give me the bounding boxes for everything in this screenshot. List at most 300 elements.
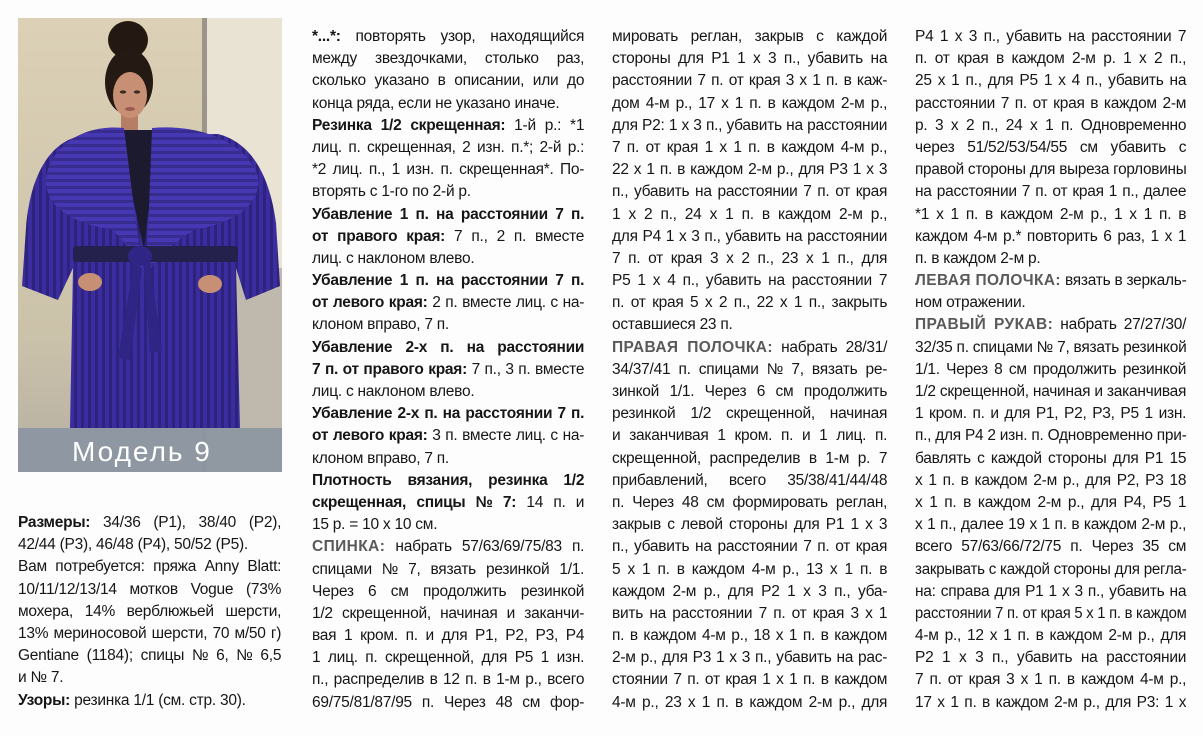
text-column-2: [312, 26, 585, 714]
body-text: вить на расстоянии 7 п. от края 3 х 1: [612, 604, 888, 622]
line-text: [312, 470, 584, 492]
body-text: Вам потребуется: пряжа Anny Blatt:: [18, 558, 282, 576]
line-text: [18, 556, 281, 578]
text-line: [312, 603, 585, 625]
text-line: [612, 292, 888, 314]
paragraph: [312, 204, 585, 271]
bold-term: от левого края:: [312, 294, 428, 312]
body-text: Р4 1 х 3 п., убавить на расстоянии 7: [915, 28, 1187, 45]
text-line: [312, 93, 585, 115]
line-text: [612, 647, 887, 669]
body-text: 10/11/12/13/14 мотков Vogue (73%: [18, 580, 282, 598]
line-text: [612, 181, 887, 203]
body-text: п. в каждом 4-м р., 18 х 1 п. в каждом: [612, 627, 888, 645]
text-line: [18, 534, 282, 556]
section-heading: ЛЕВАЯ ПОЛОЧКА:: [915, 272, 1061, 290]
paragraph: [312, 26, 585, 115]
section-heading: СПИНКА:: [312, 538, 386, 556]
paragraph: [915, 314, 1187, 713]
body-text: х 1 п., далее 19 х 1 п. в каждом 2-м р.,: [915, 516, 1187, 534]
line-text: [915, 337, 1187, 359]
eye-right: [134, 90, 140, 93]
section-heading: ПРАВАЯ ПОЛОЧКА:: [612, 338, 773, 356]
bold-term: Размеры:: [18, 514, 91, 531]
body-text: 1 х 2 п., 24 х 1 п. в каждом 2-м р.,: [612, 205, 888, 223]
line-text: [18, 667, 63, 689]
body-text: 69/75/81/87/95 п. Через 48 см фор-: [312, 693, 585, 711]
body-text: 32/35 п. спицами № 7, вязать резинкой: [915, 338, 1187, 356]
text-line: [312, 492, 585, 514]
line-text: [612, 492, 887, 514]
belt-knot: [128, 246, 152, 266]
text-line: [312, 559, 585, 581]
body-text: п. от края 5 х 2 п., 22 х 1 п., закрыть: [612, 294, 888, 312]
text-line: [612, 603, 888, 625]
line-text: [612, 93, 887, 115]
line-text: [312, 669, 584, 691]
body-text: Через 6 см продолжить резинкой: [312, 582, 585, 600]
text-line: [18, 690, 282, 712]
line-text: [18, 690, 246, 712]
text-line: [915, 137, 1187, 159]
text-line: [312, 159, 585, 181]
bold-term: Убавление 1 п. на расстоянии 7 п.: [312, 272, 585, 290]
line-text: [312, 248, 474, 270]
line-text: [312, 603, 584, 625]
paragraph: [312, 270, 585, 337]
body-text: для Р4 1 х 3 п., убавить на расстоянии: [612, 227, 888, 245]
line-text: [18, 601, 281, 623]
body-text: каждом 2-м р., для Р2 1 х 3 п., уба-: [612, 582, 888, 600]
body-text: на расстоянии 7 п. от края 1 п., далее: [915, 183, 1187, 201]
body-text: сколько указано в описании, или до: [312, 72, 585, 90]
body-text: п., убавить на расстоянии 7 п. от края: [612, 183, 888, 201]
line-text: [612, 26, 887, 48]
line-text: [312, 26, 584, 48]
text-line: [612, 359, 888, 381]
text-line: [312, 204, 585, 226]
line-text: [312, 226, 584, 248]
line-text: [312, 137, 584, 159]
text-line: [312, 26, 585, 48]
body-text: 42/44 (Р3), 46/48 (Р4), 50/52 (Р5).: [18, 536, 248, 554]
text-line: [312, 425, 585, 447]
line-text: [915, 26, 1186, 48]
text-line: [915, 514, 1187, 536]
line-text: [612, 115, 887, 137]
text-line: [915, 448, 1187, 470]
body-text: конца ряда, если не указано иначе.: [312, 94, 560, 112]
text-line: [915, 26, 1187, 48]
body-text: и № 7.: [18, 669, 64, 687]
line-text: [612, 514, 887, 536]
model-photo: [18, 18, 282, 472]
line-text: [312, 403, 584, 425]
body-text: всего 57/63/66/72/75 п. Через 35 см: [915, 538, 1187, 556]
line-text: [915, 270, 1187, 292]
line-text: [612, 603, 887, 625]
paragraph: [312, 403, 585, 470]
text-line: [312, 536, 585, 558]
body-text: 1/2 скрещенной, начиная и заканчи-: [312, 604, 585, 622]
line-text: [312, 115, 584, 137]
text-line: [18, 512, 282, 534]
bold-term: Убавление 1 п. на расстоянии 7 п.: [312, 205, 585, 223]
body-text: прибавлений, всего 35/38/41/44/48: [612, 471, 888, 489]
body-text: р. 3 х 2 п., 24 х 1 п. Одновременно: [915, 116, 1187, 134]
line-text: [312, 581, 584, 603]
body-text: лиц. с наклоном влево.: [312, 249, 475, 267]
line-text: [612, 226, 887, 248]
paragraph: [18, 556, 282, 689]
face: [113, 72, 147, 118]
body-text: 2-м р., для Р3 1 х 3 п., убавить на рас-: [612, 649, 888, 667]
text-line: [915, 669, 1187, 691]
paragraph: [312, 337, 585, 404]
text-line: [312, 448, 585, 470]
body-text: 1 лиц. п. скрещенной, для Р5 1 изн.: [312, 649, 585, 667]
line-text: [612, 448, 887, 470]
body-text: вая 1 кром. п. и для Р1, Р2, Р3, Р4: [312, 627, 585, 645]
paragraph: [312, 536, 585, 714]
text-line: [612, 226, 888, 248]
bold-term: Узоры:: [18, 691, 71, 709]
text-line: [915, 248, 1187, 270]
text-line: [312, 514, 585, 536]
line-text: [612, 470, 887, 492]
line-text: [312, 270, 584, 292]
text-column-1: [18, 512, 282, 712]
line-text: [612, 581, 887, 603]
line-text: [915, 159, 1187, 181]
body-text: лиц. с наклоном влево.: [312, 383, 475, 400]
text-line: [312, 359, 585, 381]
body-text: 1/2 скрещенной, начиная и заканчивая: [915, 383, 1187, 400]
text-line: [915, 292, 1187, 314]
text-line: [18, 623, 282, 645]
body-text: 22 х 1 п. в каждом 2-м р., для Р3 1 х 3: [612, 161, 888, 179]
text-line: [915, 581, 1187, 603]
bold-term: Плотность вязания, резинка 1/2: [312, 471, 585, 489]
text-line: [18, 601, 282, 623]
body-text: 1/1. Через 8 см продолжить резинкой: [915, 360, 1187, 378]
text-line: [312, 70, 585, 92]
text-line: [612, 115, 888, 137]
paragraph: [612, 26, 888, 337]
line-text: [915, 603, 1187, 625]
line-text: [612, 381, 887, 403]
text-line: [915, 425, 1187, 447]
text-line: [312, 292, 585, 314]
text-line: [312, 48, 585, 70]
text-line: [612, 204, 888, 226]
body-text: 15 р. = 10 х 10 см.: [312, 516, 438, 534]
bold-term: Убавление 2-х п. на расстоянии: [312, 338, 585, 356]
belt: [73, 246, 238, 262]
line-text: [915, 425, 1187, 447]
text-line: [612, 181, 888, 203]
line-text: [312, 625, 584, 647]
paragraph: [312, 115, 585, 204]
line-text: [915, 647, 1186, 669]
line-text: [915, 226, 1186, 248]
text-line: [915, 381, 1187, 403]
body-text: ном отражении.: [915, 294, 1026, 312]
body-text: 4-м р., 12 х 1 п. в каждом 2-м р., для: [915, 627, 1187, 645]
section-heading: ПРАВЫЙ РУКАВ:: [915, 316, 1054, 334]
line-text: [915, 70, 1186, 92]
text-line: [915, 603, 1187, 625]
line-text: [915, 381, 1186, 403]
line-text: [915, 204, 1186, 226]
bold-term: от левого края:: [312, 427, 428, 445]
body-text: 5 х 1 п. в каждом 4-м р., 13 х 1 п. в: [612, 560, 888, 578]
bold-term: от правого края:: [312, 227, 446, 245]
line-text: [18, 645, 281, 667]
line-text: [612, 625, 887, 647]
hand-right: [198, 275, 222, 293]
line-text: [18, 579, 281, 601]
text-line: [18, 667, 282, 689]
text-line: [612, 581, 888, 603]
body-text: х 1 п. в каждом 2-м р., для Р2, Р3 18: [915, 471, 1187, 489]
line-text: [312, 314, 449, 336]
text-line: [612, 425, 888, 447]
text-column-3: [612, 26, 888, 714]
line-text: [312, 159, 584, 181]
line-text: [312, 647, 584, 669]
text-line: [915, 647, 1187, 669]
text-line: [612, 337, 888, 359]
text-line: [915, 625, 1187, 647]
text-line: [312, 581, 585, 603]
body-text: расстоянии 7 п. от края в каждом 2-м: [915, 94, 1187, 112]
text-line: [915, 536, 1187, 558]
text-line: [915, 270, 1187, 292]
text-line: [612, 559, 888, 581]
text-line: [312, 669, 585, 691]
body-text: расстоянии 7 п. от края 3 х 1 п. в каж-: [612, 72, 888, 90]
line-text: [312, 337, 584, 359]
line-text: [915, 314, 1186, 336]
text-line: [312, 470, 585, 492]
body-text: 7 п. от края 3 х 1 п. в каждом 4-м р.,: [915, 671, 1187, 689]
body-text: п. Через 48 см формировать реглан,: [612, 493, 888, 511]
body-text: вторять с 1-го по 2-й р.: [312, 183, 471, 201]
text-line: [612, 93, 888, 115]
line-text: [915, 559, 1187, 581]
line-text: [915, 403, 1186, 425]
text-line: [915, 403, 1187, 425]
text-line: [612, 647, 888, 669]
line-text: [915, 448, 1186, 470]
text-line: [612, 536, 888, 558]
text-line: [612, 48, 888, 70]
body-text: повторять узор, находящийся: [340, 28, 585, 45]
paragraph: [915, 270, 1187, 314]
line-text: [312, 70, 584, 92]
body-text: спицами № 7, вязать резинкой 1/1.: [312, 560, 585, 578]
line-text: [312, 492, 584, 514]
text-line: [612, 248, 888, 270]
text-line: [915, 470, 1187, 492]
text-line: [612, 625, 888, 647]
line-text: [612, 669, 887, 691]
model-caption: Модель 9: [72, 436, 212, 467]
text-line: [915, 559, 1187, 581]
text-line: [312, 692, 585, 714]
body-text: 3 п. вместе лиц. с на-: [427, 427, 585, 445]
body-text: Р5 1 х 4 п., убавить на расстоянии 7: [612, 272, 888, 290]
text-line: [312, 314, 585, 336]
hand-left: [78, 273, 102, 291]
body-text: мировать реглан, закрыв с каждой: [612, 28, 888, 45]
line-text: [18, 623, 281, 645]
body-text: Gentiane (1184); спицы № 6, № 6,5: [18, 647, 282, 665]
bold-term: *...*:: [312, 28, 341, 45]
body-text: лиц. п. скрещенная, 2 изн. п.*; 2-й р.:: [312, 138, 585, 156]
body-text: дом 4-м р., 17 х 1 п. в каждом 2-м р.,: [612, 94, 888, 112]
body-text: закрывать с каждой стороны для регла-: [915, 560, 1187, 578]
text-line: [915, 159, 1187, 181]
line-text: [612, 403, 887, 425]
body-text: клоном вправо, 7 п.: [312, 316, 449, 334]
body-text: каждом 4-м р.* повторить 6 раз, 1 х 1: [915, 227, 1187, 245]
line-text: [915, 692, 1186, 714]
line-text: [915, 292, 1025, 314]
text-line: [915, 359, 1187, 381]
body-text: между звездочками, столько раз,: [312, 50, 585, 68]
body-text: 13% мериносовой шерсти, 70 м/50 г): [18, 624, 282, 642]
body-text: п., распределив в 12 п. в 1-м р., всего: [312, 671, 585, 689]
line-text: [612, 425, 887, 447]
text-line: [915, 93, 1187, 115]
line-text: [915, 115, 1186, 137]
text-line: [915, 204, 1187, 226]
text-line: [915, 692, 1187, 714]
line-text: [312, 48, 584, 70]
line-text: [18, 512, 281, 534]
line-text: [612, 270, 887, 292]
paragraph: [18, 512, 282, 556]
body-text: 4-м р., 23 х 1 п. в каждом 2-м р., для: [612, 693, 888, 711]
body-text: 25 х 1 п., для Р5 1 х 4 п., убавить на: [915, 72, 1187, 90]
bold-term: 7 п. от правого края:: [312, 360, 468, 378]
line-text: [915, 625, 1186, 647]
bold-term: Резинка 1/2 скрещенная:: [312, 116, 506, 134]
text-line: [612, 669, 888, 691]
line-text: [612, 292, 887, 314]
line-text: [915, 359, 1186, 381]
line-text: [312, 514, 437, 536]
text-line: [612, 270, 888, 292]
body-text: 7 п., 2 п. вместе: [445, 227, 585, 245]
text-line: [312, 625, 585, 647]
line-text: [612, 692, 887, 714]
text-line: [312, 381, 585, 403]
text-line: [612, 514, 888, 536]
paragraph: [915, 26, 1187, 270]
line-text: [612, 314, 733, 336]
body-text: п., убавить на расстоянии 7 п. от края: [612, 538, 888, 556]
body-text: п., для Р4 2 изн. п. Одновременно при-: [915, 427, 1187, 445]
body-text: 34/37/41 п. спицами № 7, вязать ре-: [612, 360, 888, 378]
text-line: [612, 314, 888, 336]
line-text: [312, 692, 584, 714]
body-text: вязать в зеркаль-: [1060, 272, 1187, 290]
line-text: [915, 181, 1186, 203]
line-text: [18, 534, 248, 556]
text-line: [312, 337, 585, 359]
text-line: [915, 48, 1187, 70]
line-text: [915, 470, 1186, 492]
text-line: [612, 448, 888, 470]
line-text: [312, 204, 584, 226]
text-line: [612, 70, 888, 92]
text-line: [612, 492, 888, 514]
body-text: через 51/52/53/54/55 см убавить с: [915, 138, 1187, 156]
text-column-4: [915, 26, 1187, 714]
body-text: стоянии 7 п. от края 1 х 1 п. в каждом: [612, 671, 888, 689]
body-text: набрать 27/27/30/: [1053, 316, 1187, 334]
text-line: [312, 270, 585, 292]
body-text: 7 п. от края 3 х 2 п., 23 х 1 п., для: [612, 249, 888, 267]
body-text: скрещенной, распределив в 1-м р. 7: [612, 449, 888, 467]
body-text: х 1 п. в каждом 2-м р., для Р4, Р5 1: [915, 493, 1187, 511]
line-text: [612, 536, 887, 558]
bold-term: скрещенная, спицы № 7:: [312, 493, 517, 511]
body-text: оставшиеся 23 п.: [612, 316, 733, 334]
body-text: набрать 57/63/69/75/83 п.: [385, 538, 585, 556]
paragraph: [18, 690, 282, 712]
line-text: [312, 381, 474, 403]
text-line: [612, 692, 888, 714]
line-text: [915, 669, 1186, 691]
body-text: резинка 1/1 (см. стр. 30).: [70, 691, 246, 709]
body-text: правой стороны для выреза горловины: [915, 161, 1187, 179]
line-text: [915, 137, 1186, 159]
body-text: *1 х 1 п. в каждом 2-м р., 1 х 1 п. в: [915, 205, 1187, 223]
body-text: 7 п., 3 п. вместе: [467, 360, 585, 378]
body-text: закрыв с левой стороны для Р1 1 х 3: [612, 516, 888, 534]
text-line: [915, 181, 1187, 203]
line-text: [312, 292, 584, 314]
paragraph: [612, 337, 888, 714]
text-line: [612, 26, 888, 48]
body-text: п. в каждом 2-м р.: [915, 249, 1041, 267]
line-text: [915, 514, 1186, 536]
line-text: [612, 159, 887, 181]
text-line: [915, 337, 1187, 359]
line-text: [915, 492, 1186, 514]
text-line: [915, 70, 1187, 92]
caption-band: [18, 428, 282, 472]
line-text: [312, 425, 584, 447]
body-text: и заканчивая 1 кром. п. и 1 лиц. п.: [612, 427, 888, 445]
line-text: [915, 581, 1186, 603]
text-line: [312, 115, 585, 137]
eye-left: [120, 90, 126, 93]
body-text: п. от края в каждом 2-м р. 1 х 2 п.,: [915, 50, 1187, 68]
line-text: [612, 559, 887, 581]
body-text: для Р2: 1 х 3 п., убавить на расстоянии: [612, 116, 888, 134]
body-text: 17 х 1 п. в каждом 2-м р., для Р3: 1 х: [915, 693, 1187, 711]
text-line: [312, 248, 585, 270]
text-line: [312, 137, 585, 159]
text-line: [312, 181, 585, 203]
body-text: на: справа для Р1 1 х 3 п., убавить на: [915, 582, 1187, 600]
body-text: клоном вправо, 7 п.: [312, 449, 449, 467]
